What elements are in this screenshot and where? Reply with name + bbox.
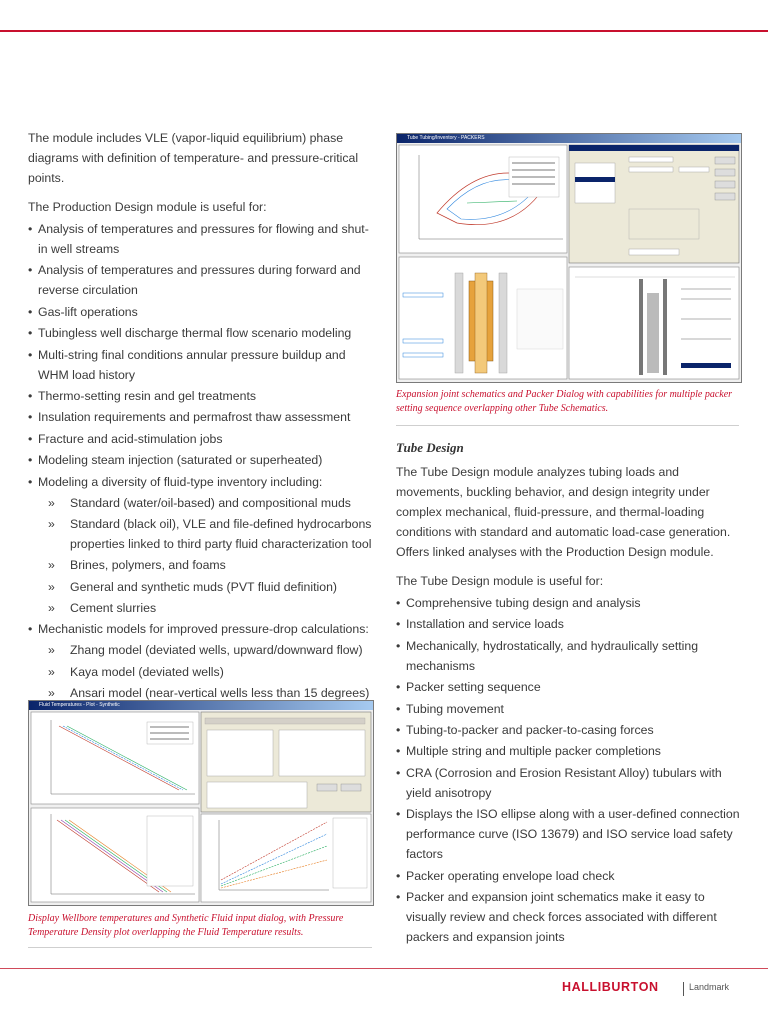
- list-item: • Multi-string final conditions annular pressure buildup and WHM load history: [28, 345, 378, 385]
- tube-useful-for: The Tube Design module is useful for:: [396, 574, 604, 588]
- sub-list-item: » Standard (black oil), VLE and file-defined hydrocarbons properties linked to third party fluid characterization tool: [38, 514, 378, 554]
- list-item: • Insulation requirements and permafrost thaw assessment: [28, 407, 378, 427]
- divider: [396, 425, 739, 426]
- packer-screenshot-drawing: [397, 143, 741, 382]
- left-column: [28, 128, 378, 705]
- list-item: • Fracture and acid-stimulation jobs: [28, 429, 378, 449]
- landmark-brand: Landmark: [689, 982, 730, 992]
- list-item: • Thermo-setting resin and gel treatments: [28, 386, 378, 406]
- section-title: Tube Design: [396, 440, 464, 455]
- list-item: • Installation and service loads: [396, 614, 748, 634]
- tube-design-section: [396, 440, 748, 948]
- mechanistic-sublist: [38, 640, 378, 703]
- production-bullet-list: [28, 219, 378, 703]
- list-item: • Packer setting sequence: [396, 677, 748, 697]
- window-title: Fluid Temperatures - Plot - Synthetic: [29, 701, 373, 710]
- list-item: • Tubingless well discharge thermal flow scenario modeling: [28, 323, 378, 343]
- list-item: • Displays the ISO ellipse along with a user-defined connection performance curve (ISO 13679) and ISO service load safety factors: [396, 804, 748, 864]
- list-item: • Packer operating envelope load check: [396, 866, 748, 886]
- top-rule: [0, 30, 768, 32]
- fluid-screenshot-drawing: [29, 710, 373, 905]
- list-item: • Tubing movement: [396, 699, 748, 719]
- packer-dialog-screenshot: [396, 133, 742, 383]
- list-item-label: Modeling a diversity of fluid-type inventory including:: [38, 474, 323, 489]
- sub-list-item: » Cement slurries: [38, 598, 378, 618]
- halliburton-logo: HALLIBURTON: [562, 980, 659, 994]
- top-figure-caption: Expansion joint schematics and Packer Dialog with capabilities for multiple packer setting sequence overlapping other Tube Schematics.: [396, 389, 733, 414]
- list-item: • Tubing-to-packer and packer-to-casing forces: [396, 720, 748, 740]
- bottom-rule: [0, 968, 768, 969]
- sub-list-item: » Brines, polymers, and foams: [38, 555, 378, 575]
- production-useful-for: The Production Design module is useful for:: [28, 200, 267, 214]
- tube-bullet-list: [396, 593, 748, 947]
- window-title: Tube Tubing/Inventory - PACKERS: [397, 134, 741, 143]
- sub-list-item: » General and synthetic muds (PVT fluid definition): [38, 577, 378, 597]
- list-item-label: Mechanistic models for improved pressure-drop calculations:: [38, 622, 369, 637]
- list-item: • Multiple string and multiple packer completions: [396, 741, 748, 761]
- fluid-type-sublist: [38, 493, 378, 619]
- sub-list-item: » Kaya model (deviated wells): [38, 662, 378, 682]
- sub-list-item: » Standard (water/oil-based) and compositional muds: [38, 493, 378, 513]
- list-item: • Analysis of temperatures and pressures during forward and reverse circulation: [28, 260, 378, 300]
- list-item-fluid-types: [28, 472, 378, 619]
- vle-intro: The module includes VLE (vapor-liquid equilibrium) phase diagrams with definition of temperature- and pressure-critical points.: [28, 131, 359, 185]
- bottom-figure-caption: Display Wellbore temperatures and Synthetic Fluid input dialog, with Pressure Temperature Density plot overlapping the Fluid Temperature results.: [28, 913, 344, 938]
- divider: [28, 947, 372, 948]
- tube-design-intro: The Tube Design module analyzes tubing loads and movements, buckling behavior, and design integrity under complex mechanical, fluid-pressure, and thermal-loading conditions with standard and automatic load-case generation. Offers linked analyses with the Production Design module.: [396, 465, 731, 559]
- list-item: • CRA (Corrosion and Erosion Resistant Alloy) tubulars with yield anisotropy: [396, 763, 748, 803]
- sub-list-item: » Zhang model (deviated wells, upward/downward flow): [38, 640, 378, 660]
- list-item: • Modeling steam injection (saturated or superheated): [28, 450, 378, 470]
- list-item-mechanistic: [28, 619, 378, 703]
- list-item: • Packer and expansion joint schematics make it easy to visually review and check forces associated with different packers and expansion joints: [396, 887, 748, 947]
- fluid-temperature-screenshot: [28, 700, 374, 906]
- footer-separator: [683, 982, 684, 996]
- sub-list-item: » Ansari model (near-vertical wells less than 15 degrees): [38, 683, 378, 703]
- list-item: • Analysis of temperatures and pressures for flowing and shut-in well streams: [28, 219, 378, 259]
- list-item: • Mechanically, hydrostatically, and hydraulically setting mechanisms: [396, 636, 748, 676]
- list-item: • Gas-lift operations: [28, 302, 378, 322]
- list-item: • Comprehensive tubing design and analysis: [396, 593, 748, 613]
